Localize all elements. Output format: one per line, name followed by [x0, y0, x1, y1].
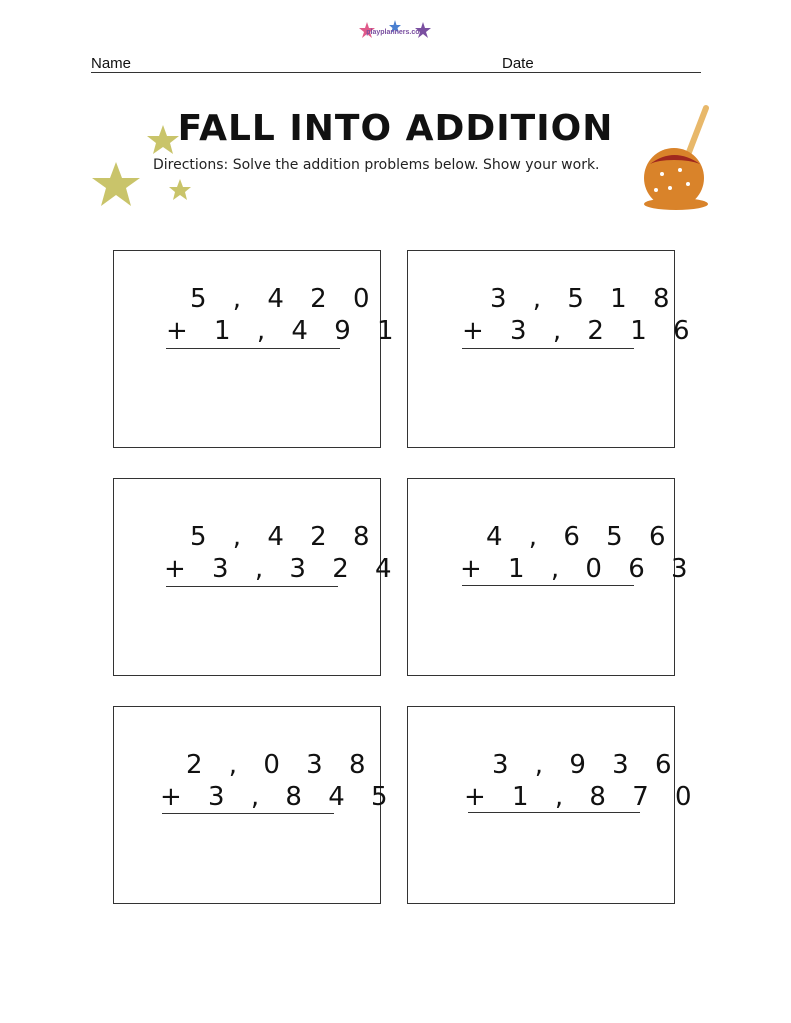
answer-line — [162, 813, 334, 814]
problem-3-top: 5 , 4 2 8 — [190, 522, 379, 552]
problem-box-6[interactable] — [407, 706, 701, 904]
answer-line — [462, 348, 634, 349]
problem-box-2[interactable] — [407, 250, 699, 448]
star-icon — [147, 125, 179, 154]
star-icon — [169, 179, 191, 200]
star-icon — [92, 162, 140, 206]
answer-line — [166, 586, 338, 587]
problem-5-top: 2 , 0 3 8 — [186, 750, 375, 780]
answer-line — [462, 585, 634, 586]
answer-line — [166, 348, 340, 349]
directions-text: Directions: Solve the addition problems below. Show your work. — [153, 157, 600, 173]
problem-5-bottom: + 3 , 8 4 5 — [160, 782, 397, 812]
problem-4-top: 4 , 6 5 6 — [486, 522, 675, 552]
problem-4-bottom: + 1 , 0 6 3 — [460, 554, 697, 584]
name-date-line[interactable] — [91, 72, 701, 73]
problem-2-bottom: + 3 , 2 1 6 — [462, 316, 699, 346]
problem-6-top: 3 , 9 3 6 — [492, 750, 681, 780]
worksheet-title: FALL INTO ADDITION — [177, 108, 614, 149]
problem-box-5[interactable] — [113, 706, 397, 904]
problem-box-4[interactable] — [407, 478, 697, 676]
problem-3-bottom: + 3 , 3 2 4 — [164, 554, 401, 584]
problem-1-bottom: + 1 , 4 9 1 — [166, 316, 403, 346]
problem-box-3[interactable] — [113, 478, 401, 676]
logo-text: playplanners.com — [366, 29, 426, 36]
date-label: Date — [502, 55, 534, 72]
candy-apple-icon — [640, 104, 715, 214]
problem-box-1[interactable] — [113, 250, 403, 448]
name-label: Name — [91, 55, 132, 72]
site-logo — [355, 20, 437, 44]
problem-1-top: 5 , 4 2 0 — [190, 284, 379, 314]
problem-2-top: 3 , 5 1 8 — [490, 284, 679, 314]
problem-6-bottom: + 1 , 8 7 0 — [464, 782, 701, 812]
answer-line — [468, 812, 640, 813]
star-cluster-icon — [88, 120, 198, 215]
